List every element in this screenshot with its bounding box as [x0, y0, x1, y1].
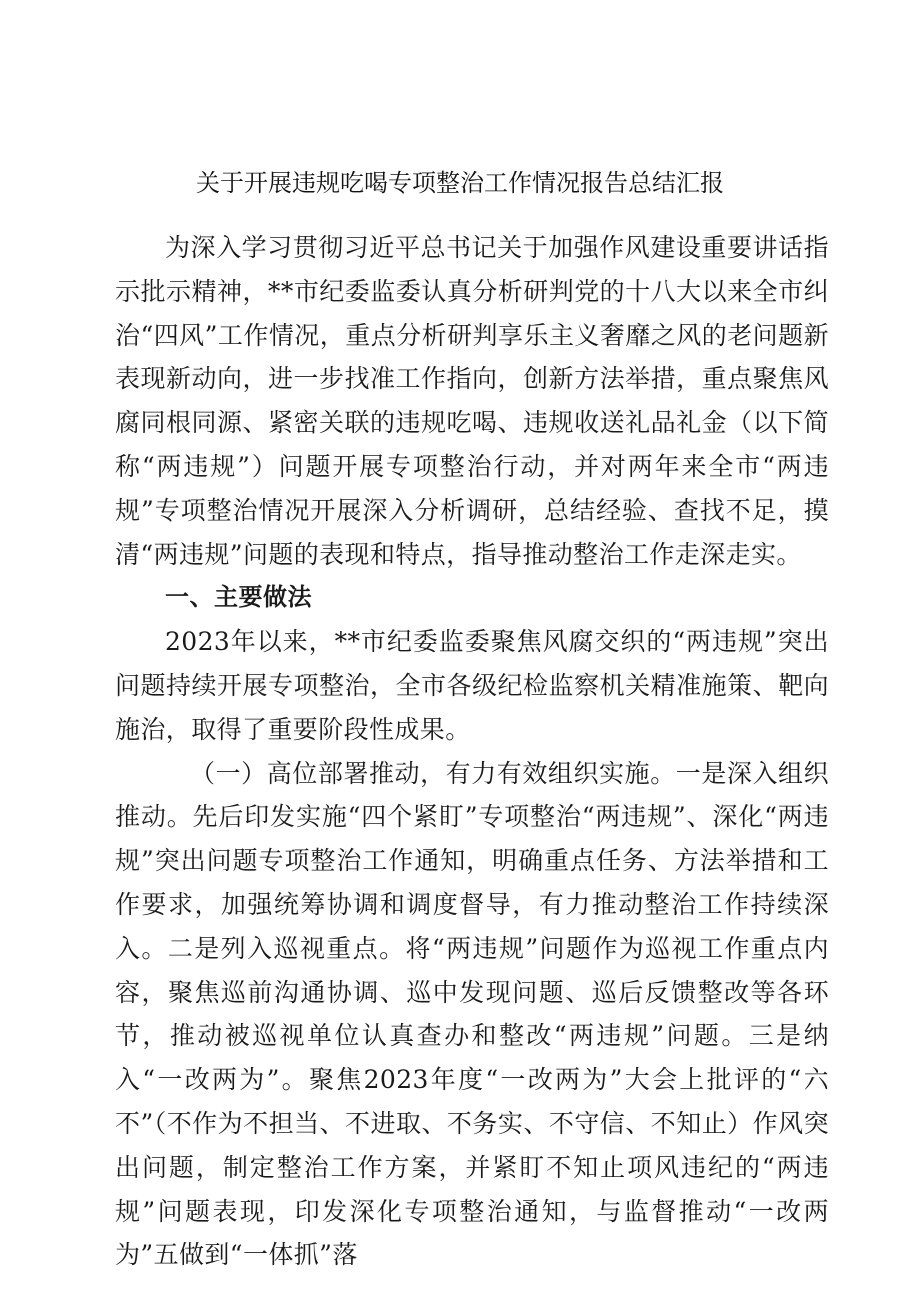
section-item-paragraph: （一）高位部署推动，有力有效组织实施。一是深入组织推动。先后印发实施“四个紧盯”专项整治“两违规”、深化“两违规”突出问题专项整治工作通知，明确重点任务、方法举措和工作要求，加强统筹协调和调度督导，有力推动整治工作持续深入。二是列入巡视重点。将“两违规”问题作为巡视工作重点内容，聚焦巡前沟通协调、巡中发现问题、巡后反馈整改等各环节，推动被巡视单位认真查办和整改“两违规”问题。三是纳入“一改两为”。聚焦2023年度“一改两为”大会上批评的“六不”（不作为不担当、不进取、不务实、不守信、不知止）作风突出问题，制定整治工作方案，并紧盯不知止项风违纪的“两违规”问题表现，印发深化专项整治通知，与监督推动“一改两为”五做到“一体抓”落 [115, 758, 829, 1270]
document-title: 关于开展违规吃喝专项整治工作情况报告总结汇报 [196, 169, 724, 197]
document-body [115, 226, 829, 1277]
section-heading-main-practices: 一、主要做法 [165, 583, 312, 612]
section-intro-paragraph: 2023年以来，**市纪委监委聚焦风腐交织的“两违规”突出问题持续开展专项整治，全市各级纪检监察机关精准施策、靶向施治，取得了重要阶段性成果。 [115, 627, 829, 744]
intro-paragraph: 为深入学习贯彻习近平总书记关于加强作风建设重要讲话指示批示精神，**市纪委监委认真分析研判党的十八大以来全市纠治“四风”工作情况，重点分析研判享乐主义奢靡之风的老问题新表现新动向，进一步找准工作指向，创新方法举措，重点聚焦风腐同根同源、紧密关联的违规吃喝、违规收送礼品礼金（以下简称“两违规”）问题开展专项整治行动，并对两年来全市“两违规”专项整治情况开展深入分析调研，总结经验、查找不足，摸清“两违规”问题的表现和特点，指导推动整治工作走深走实。 [115, 233, 829, 569]
